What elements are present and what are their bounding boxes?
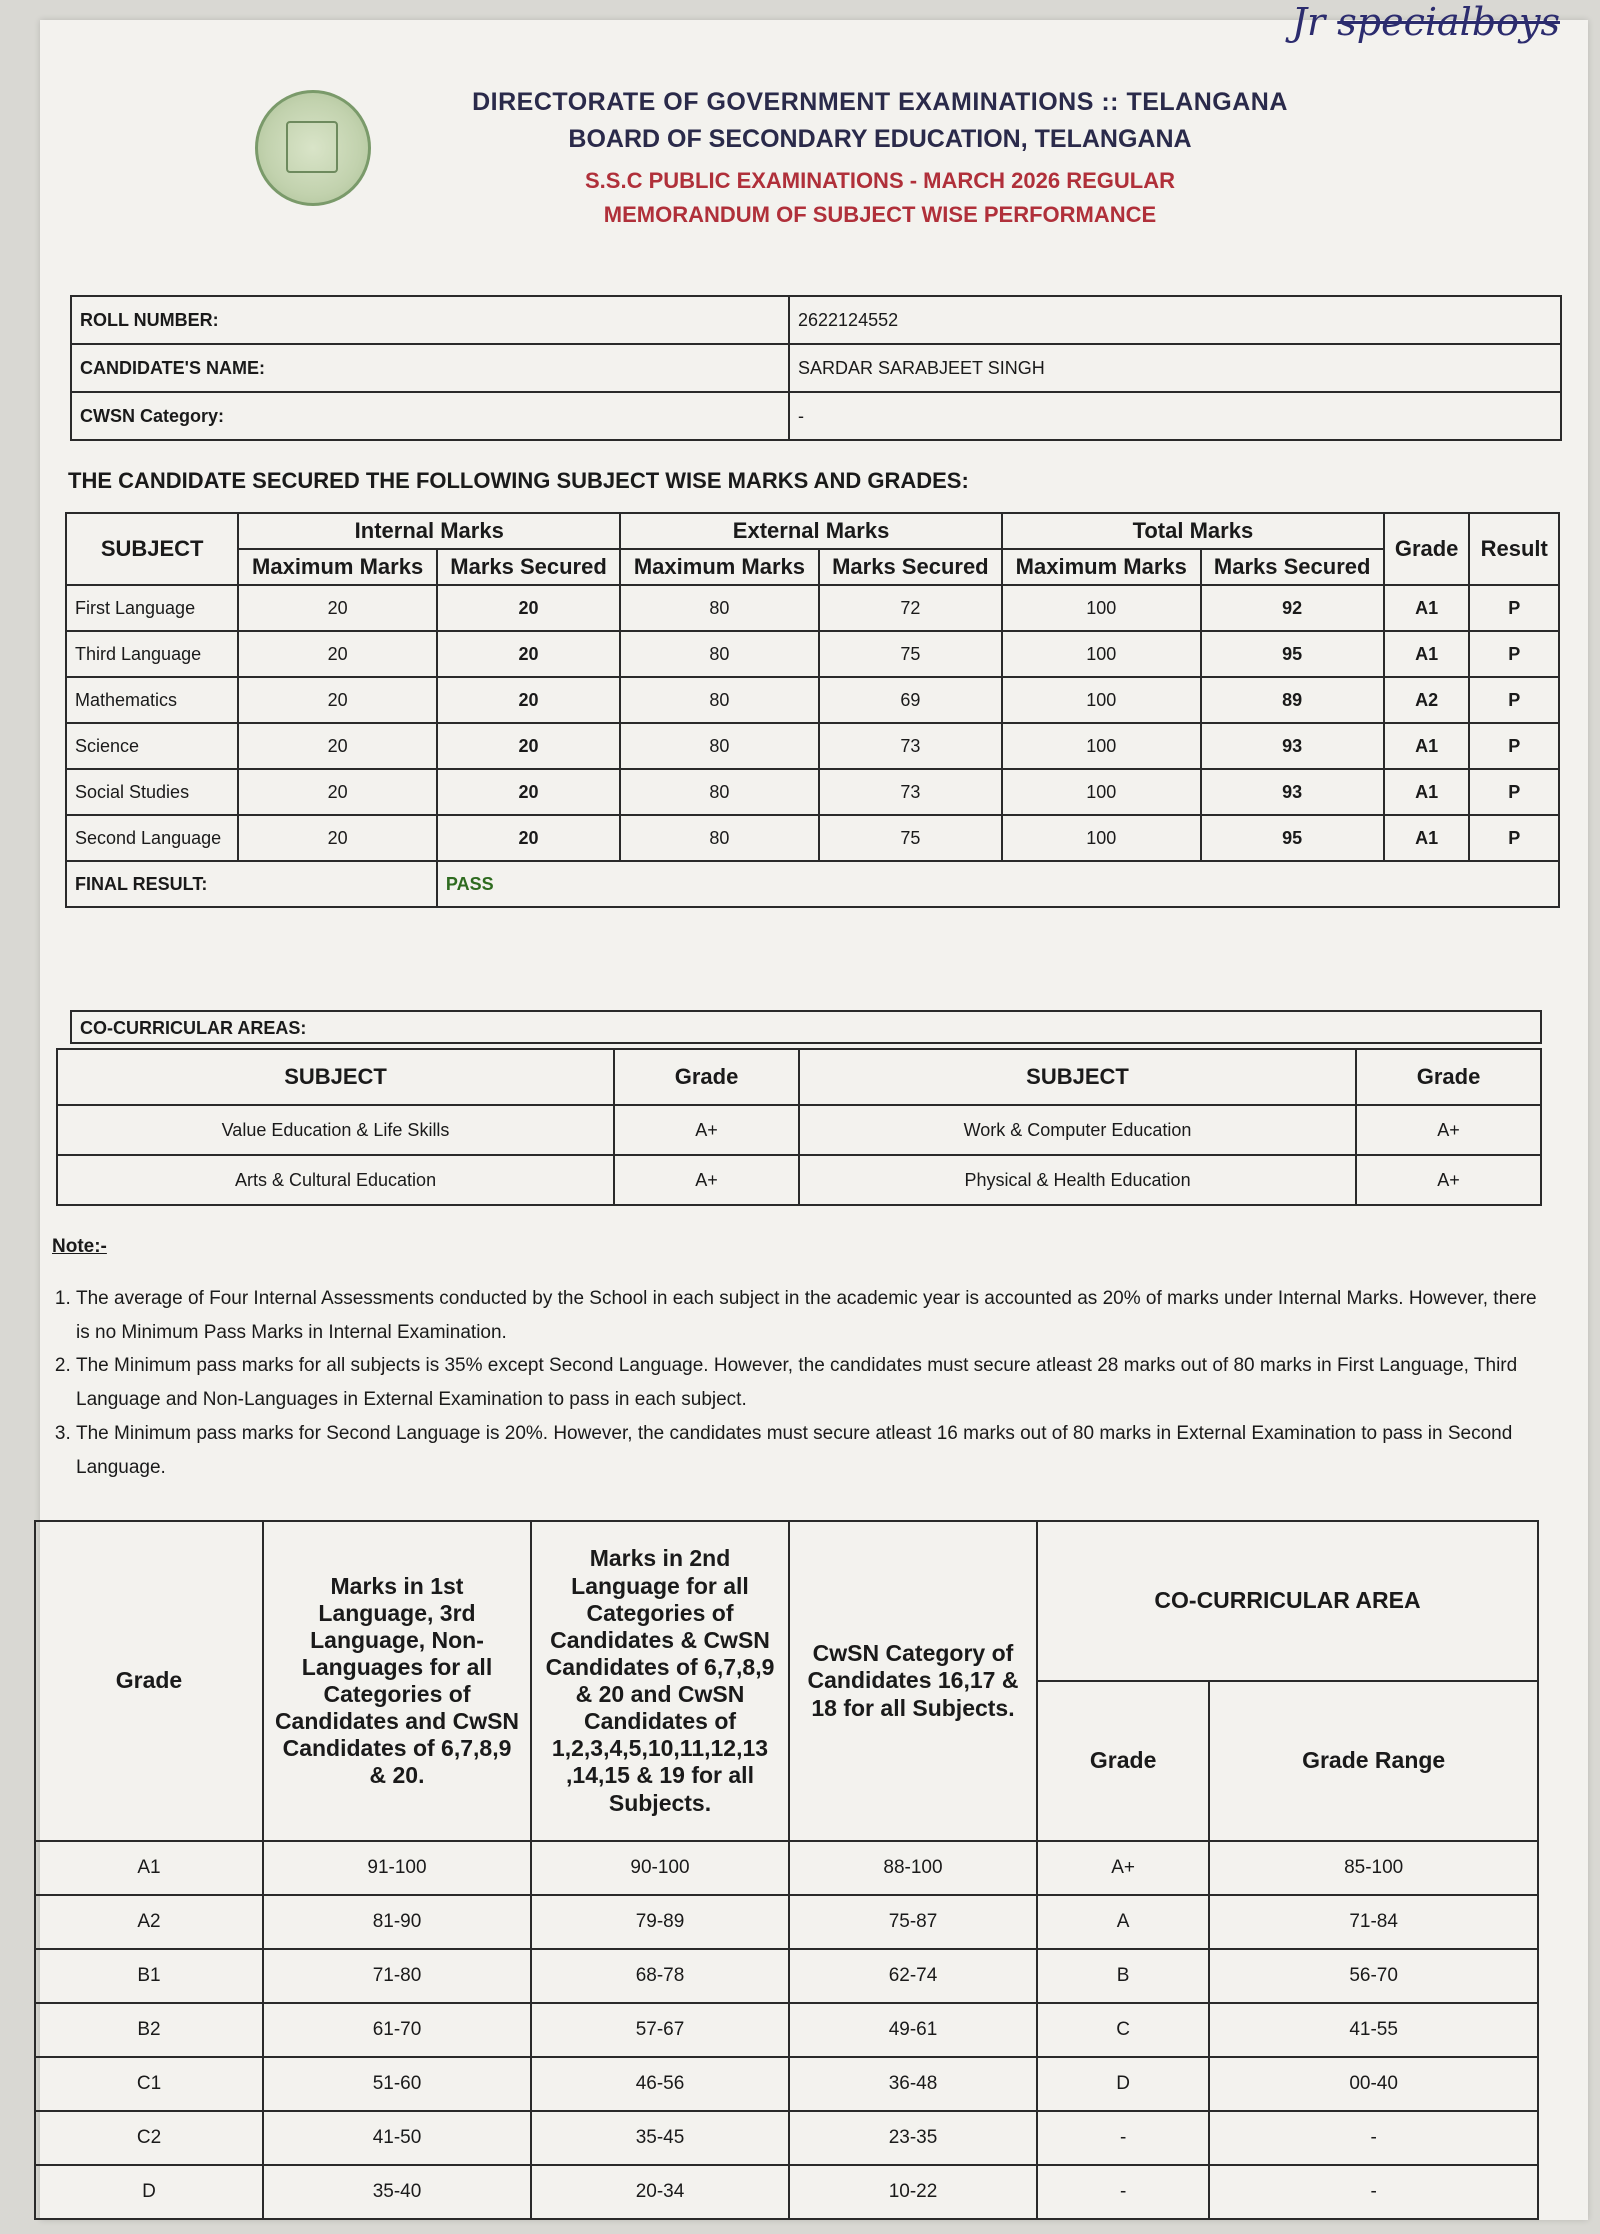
gs-grade-cell: D bbox=[35, 2165, 263, 2219]
final-result-value: PASS bbox=[437, 861, 1559, 907]
cwsn-value: - bbox=[789, 392, 1561, 440]
tot-max-cell: 100 bbox=[1002, 769, 1201, 815]
cwsn-label: CWSN Category: bbox=[71, 392, 789, 440]
tot-sec-cell: 95 bbox=[1201, 631, 1384, 677]
gs-c2-cell: 57-67 bbox=[531, 2003, 789, 2057]
grade-scale-table bbox=[34, 1520, 1539, 2220]
gs-c2-cell: 90-100 bbox=[531, 1841, 789, 1895]
tot-max-cell: 100 bbox=[1002, 677, 1201, 723]
ext-max-cell: 80 bbox=[620, 723, 819, 769]
header-exam: S.S.C PUBLIC EXAMINATIONS - MARCH 2026 REGULAR bbox=[585, 168, 1175, 193]
h-ext-max: Maximum Marks bbox=[620, 549, 819, 585]
table-row bbox=[66, 585, 1559, 631]
h-int-sec: Marks Secured bbox=[437, 549, 620, 585]
result-cell: P bbox=[1469, 723, 1559, 769]
h-subject: SUBJECT bbox=[66, 513, 238, 585]
ext-sec-cell: 69 bbox=[819, 677, 1002, 723]
tot-max-cell: 100 bbox=[1002, 723, 1201, 769]
table-row bbox=[66, 769, 1559, 815]
gs-crange-cell: 56-70 bbox=[1209, 1949, 1538, 2003]
gs-c3-cell: 49-61 bbox=[789, 2003, 1037, 2057]
cc-subject-cell: Value Education & Life Skills bbox=[57, 1105, 614, 1155]
final-result-label: FINAL RESULT: bbox=[66, 861, 437, 907]
tot-max-cell: 100 bbox=[1002, 585, 1201, 631]
gs-crange-cell: - bbox=[1209, 2111, 1538, 2165]
h-internal: Internal Marks bbox=[238, 513, 620, 549]
int-max-cell: 20 bbox=[238, 769, 437, 815]
name-label: CANDIDATE'S NAME: bbox=[71, 344, 789, 392]
gs-c3-cell: 10-22 bbox=[789, 2165, 1037, 2219]
gs-c1-cell: 41-50 bbox=[263, 2111, 531, 2165]
cc-grade-cell: A+ bbox=[614, 1105, 799, 1155]
document-header bbox=[380, 88, 1380, 228]
grade-cell: A1 bbox=[1384, 769, 1470, 815]
ext-sec-cell: 72 bbox=[819, 585, 1002, 631]
subject-cell: First Language bbox=[66, 585, 238, 631]
gs-c3-cell: 75-87 bbox=[789, 1895, 1037, 1949]
cc-h-subject-1: SUBJECT bbox=[57, 1049, 614, 1105]
subject-cell: Social Studies bbox=[66, 769, 238, 815]
cc-h-grade-1: Grade bbox=[614, 1049, 799, 1105]
cc-grade-cell: A+ bbox=[1356, 1105, 1541, 1155]
cc-h-subject-2: SUBJECT bbox=[799, 1049, 1356, 1105]
table-row bbox=[57, 1155, 1541, 1205]
table-row bbox=[66, 677, 1559, 723]
ext-max-cell: 80 bbox=[620, 631, 819, 677]
ext-max-cell: 80 bbox=[620, 769, 819, 815]
gs-c1-cell: 51-60 bbox=[263, 2057, 531, 2111]
ext-sec-cell: 75 bbox=[819, 815, 1002, 861]
gs-h-col2: Marks in 2nd Language for all Categories of Candidates & CwSN Candidates of 6,7,8,9 & 20 and CwSN Candidates of 1,2,3,4,5,10,11,12,13 ,14,15 & 19 for all Subjects. bbox=[531, 1521, 789, 1841]
ext-sec-cell: 73 bbox=[819, 723, 1002, 769]
gs-c3-cell: 23-35 bbox=[789, 2111, 1037, 2165]
gs-c1-cell: 61-70 bbox=[263, 2003, 531, 2057]
gs-c1-cell: 35-40 bbox=[263, 2165, 531, 2219]
gs-cgrade-cell: A+ bbox=[1037, 1841, 1209, 1895]
handwritten-struck-text: specialboys bbox=[1337, 0, 1560, 44]
table-row bbox=[35, 1841, 1538, 1895]
gs-crange-cell: 41-55 bbox=[1209, 2003, 1538, 2057]
h-total: Total Marks bbox=[1002, 513, 1384, 549]
result-cell: P bbox=[1469, 769, 1559, 815]
h-ext-sec: Marks Secured bbox=[819, 549, 1002, 585]
int-max-cell: 20 bbox=[238, 677, 437, 723]
int-sec-cell: 20 bbox=[437, 585, 620, 631]
tot-sec-cell: 95 bbox=[1201, 815, 1384, 861]
roll-label: ROLL NUMBER: bbox=[71, 296, 789, 344]
gs-c2-cell: 35-45 bbox=[531, 2111, 789, 2165]
handwritten-note bbox=[1292, 0, 1560, 44]
h-tot-sec: Marks Secured bbox=[1201, 549, 1384, 585]
gs-grade-cell: C2 bbox=[35, 2111, 263, 2165]
name-row bbox=[71, 344, 1561, 392]
gs-h-col1: Marks in 1st Language, 3rd Language, Non-Languages for all Categories of Candidates and CwSN Candidates of 6,7,8,9 & 20. bbox=[263, 1521, 531, 1841]
gs-c1-cell: 81-90 bbox=[263, 1895, 531, 1949]
table-row bbox=[35, 2165, 1538, 2219]
tot-sec-cell: 92 bbox=[1201, 585, 1384, 631]
gs-grade-cell: B1 bbox=[35, 1949, 263, 2003]
subject-cell: Mathematics bbox=[66, 677, 238, 723]
gs-c3-cell: 36-48 bbox=[789, 2057, 1037, 2111]
cc-grade-cell: A+ bbox=[1356, 1155, 1541, 1205]
gs-cgrade-cell: A bbox=[1037, 1895, 1209, 1949]
cc-header-row bbox=[57, 1049, 1541, 1105]
int-max-cell: 20 bbox=[238, 585, 437, 631]
grade-cell: A1 bbox=[1384, 723, 1470, 769]
result-cell: P bbox=[1469, 585, 1559, 631]
int-sec-cell: 20 bbox=[437, 769, 620, 815]
gs-grade-cell: C1 bbox=[35, 2057, 263, 2111]
header-directorate: DIRECTORATE OF GOVERNMENT EXAMINATIONS :: TELANGANA bbox=[472, 88, 1288, 116]
grade-cell: A1 bbox=[1384, 815, 1470, 861]
h-tot-max: Maximum Marks bbox=[1002, 549, 1201, 585]
table-row bbox=[66, 723, 1559, 769]
gs-cgrade-cell: D bbox=[1037, 2057, 1209, 2111]
gs-grade-cell: A2 bbox=[35, 1895, 263, 1949]
h-grade: Grade bbox=[1384, 513, 1470, 585]
grade-cell: A1 bbox=[1384, 631, 1470, 677]
roll-value: 2622124552 bbox=[789, 296, 1561, 344]
cc-grade-cell: A+ bbox=[614, 1155, 799, 1205]
cwsn-row bbox=[71, 392, 1561, 440]
header-memo-title: MEMORANDUM OF SUBJECT WISE PERFORMANCE bbox=[603, 202, 1157, 227]
table-row bbox=[35, 2003, 1538, 2057]
gs-crange-cell: 71-84 bbox=[1209, 1895, 1538, 1949]
tot-max-cell: 100 bbox=[1002, 631, 1201, 677]
gs-cgrade-cell: B bbox=[1037, 1949, 1209, 2003]
tot-sec-cell: 93 bbox=[1201, 723, 1384, 769]
gs-cgrade-cell: C bbox=[1037, 2003, 1209, 2057]
marks-table bbox=[65, 512, 1560, 908]
gs-crange-cell: 85-100 bbox=[1209, 1841, 1538, 1895]
gs-c2-cell: 79-89 bbox=[531, 1895, 789, 1949]
subject-cell: Third Language bbox=[66, 631, 238, 677]
gs-c2-cell: 68-78 bbox=[531, 1949, 789, 2003]
cc-subject-cell: Physical & Health Education bbox=[799, 1155, 1356, 1205]
ext-max-cell: 80 bbox=[620, 585, 819, 631]
tot-max-cell: 100 bbox=[1002, 815, 1201, 861]
table-row bbox=[35, 2057, 1538, 2111]
h-result: Result bbox=[1469, 513, 1559, 585]
gs-c1-cell: 91-100 bbox=[263, 1841, 531, 1895]
co-curricular-caption: CO-CURRICULAR AREAS: bbox=[70, 1010, 1542, 1044]
ext-sec-cell: 75 bbox=[819, 631, 1002, 677]
table-row bbox=[35, 1895, 1538, 1949]
ext-sec-cell: 73 bbox=[819, 769, 1002, 815]
result-cell: P bbox=[1469, 815, 1559, 861]
int-sec-cell: 20 bbox=[437, 723, 620, 769]
cc-subject-cell: Arts & Cultural Education bbox=[57, 1155, 614, 1205]
header-board: BOARD OF SECONDARY EDUCATION, TELANGANA bbox=[568, 125, 1192, 153]
h-external: External Marks bbox=[620, 513, 1002, 549]
note-title: Note:- bbox=[52, 1236, 107, 1257]
gs-crange-cell: - bbox=[1209, 2165, 1538, 2219]
int-sec-cell: 20 bbox=[437, 815, 620, 861]
gs-h-cocurricular: CO-CURRICULAR AREA bbox=[1037, 1521, 1538, 1681]
subject-cell: Second Language bbox=[66, 815, 238, 861]
h-int-max: Maximum Marks bbox=[238, 549, 437, 585]
tot-sec-cell: 93 bbox=[1201, 769, 1384, 815]
gs-h-cgrade: Grade bbox=[1037, 1681, 1209, 1841]
gs-c2-cell: 20-34 bbox=[531, 2165, 789, 2219]
gs-c3-cell: 88-100 bbox=[789, 1841, 1037, 1895]
int-max-cell: 20 bbox=[238, 631, 437, 677]
gs-h-crange: Grade Range bbox=[1209, 1681, 1538, 1841]
marks-header-row bbox=[66, 513, 1559, 549]
co-curricular-table bbox=[56, 1048, 1542, 1206]
table-row bbox=[66, 815, 1559, 861]
gs-cgrade-cell: - bbox=[1037, 2111, 1209, 2165]
result-cell: P bbox=[1469, 677, 1559, 723]
gs-grade-cell: B2 bbox=[35, 2003, 263, 2057]
int-sec-cell: 20 bbox=[437, 677, 620, 723]
marks-subheader-row bbox=[66, 549, 1559, 585]
table-row bbox=[35, 1949, 1538, 2003]
note-list bbox=[52, 1282, 1542, 1485]
gs-crange-cell: 00-40 bbox=[1209, 2057, 1538, 2111]
gs-c2-cell: 46-56 bbox=[531, 2057, 789, 2111]
gs-h-grade: Grade bbox=[35, 1521, 263, 1841]
roll-row bbox=[71, 296, 1561, 344]
tot-sec-cell: 89 bbox=[1201, 677, 1384, 723]
note-item: 2. The Minimum pass marks for all subjects is 35% except Second Language. However, the candidates must secure atleast 28 marks out of 80 marks in First Language, Third Language and Non-Languages in External Examination to pass in each subject. bbox=[76, 1349, 1542, 1417]
cc-subject-cell: Work & Computer Education bbox=[799, 1105, 1356, 1155]
gs-c3-cell: 62-74 bbox=[789, 1949, 1037, 2003]
result-cell: P bbox=[1469, 631, 1559, 677]
table-row bbox=[35, 2111, 1538, 2165]
ext-max-cell: 80 bbox=[620, 815, 819, 861]
gs-c1-cell: 71-80 bbox=[263, 1949, 531, 2003]
cc-h-grade-2: Grade bbox=[1356, 1049, 1541, 1105]
table-row bbox=[57, 1105, 1541, 1155]
telangana-seal-icon bbox=[255, 90, 371, 206]
gs-h-col3: CwSN Category of Candidates 16,17 & 18 for all Subjects. bbox=[789, 1521, 1037, 1841]
int-max-cell: 20 bbox=[238, 723, 437, 769]
ext-max-cell: 80 bbox=[620, 677, 819, 723]
note-section bbox=[52, 1230, 1542, 1485]
gs-grade-cell: A1 bbox=[35, 1841, 263, 1895]
handwritten-prefix: Jr bbox=[1291, 0, 1326, 44]
note-item: 3. The Minimum pass marks for Second Language is 20%. However, the candidates must secure atleast 16 marks out of 80 marks in External Examination to pass in Second Language. bbox=[76, 1417, 1542, 1485]
grade-cell: A1 bbox=[1384, 585, 1470, 631]
name-value: SARDAR SARABJEET SINGH bbox=[789, 344, 1561, 392]
grade-cell: A2 bbox=[1384, 677, 1470, 723]
subject-cell: Science bbox=[66, 723, 238, 769]
marks-intro: THE CANDIDATE SECURED THE FOLLOWING SUBJECT WISE MARKS AND GRADES: bbox=[68, 468, 969, 493]
int-sec-cell: 20 bbox=[437, 631, 620, 677]
note-item: 1. The average of Four Internal Assessments conducted by the School in each subject in the academic year is accounted as 20% of marks under Internal Marks. However, there is no Minimum Pass Marks in Internal Examination. bbox=[76, 1282, 1542, 1350]
gs-cgrade-cell: - bbox=[1037, 2165, 1209, 2219]
grade-header-row bbox=[35, 1521, 1538, 1681]
candidate-info-table bbox=[70, 295, 1562, 441]
int-max-cell: 20 bbox=[238, 815, 437, 861]
final-result-row bbox=[66, 861, 1559, 907]
table-row bbox=[66, 631, 1559, 677]
